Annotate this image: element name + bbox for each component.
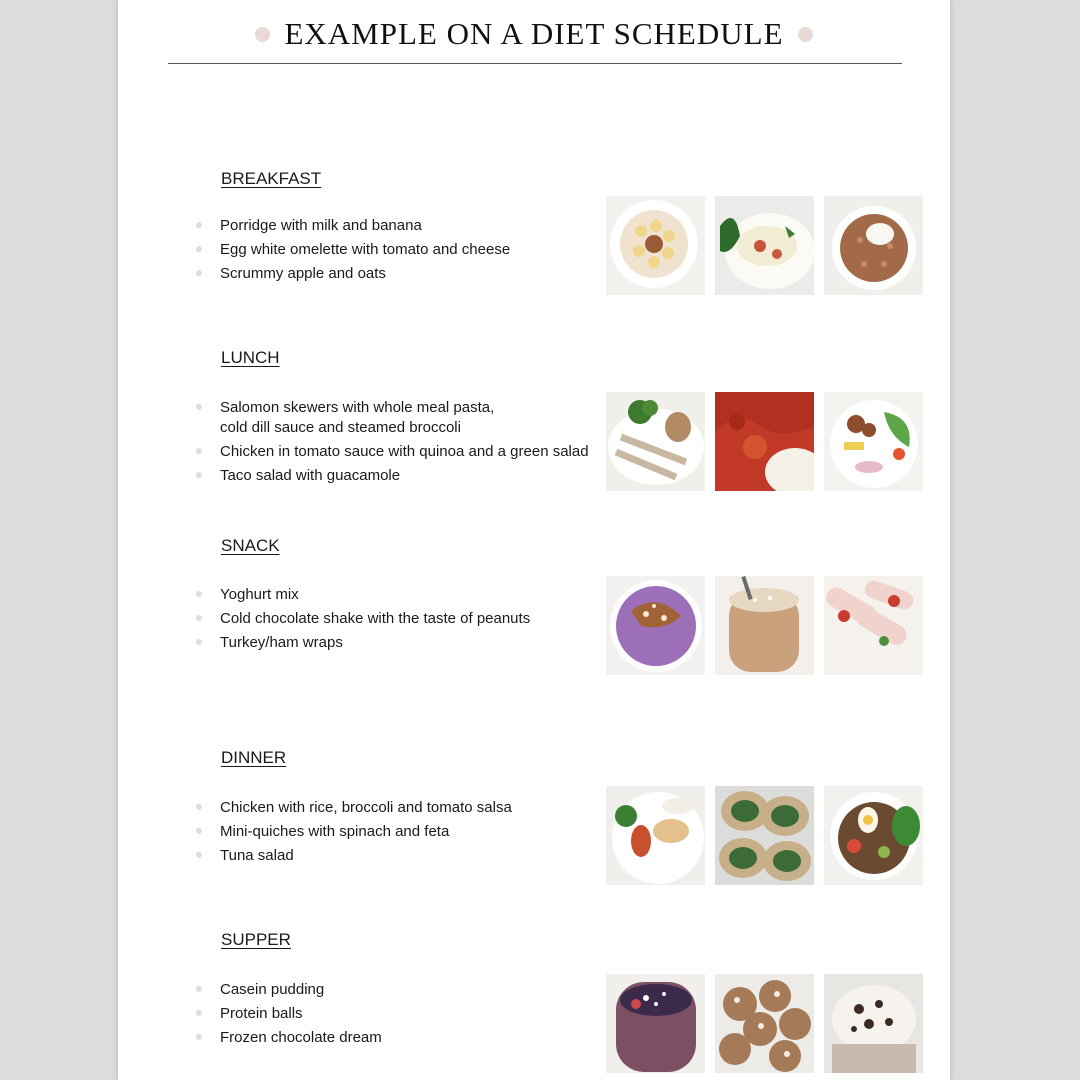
lunch-heading: LUNCH	[221, 348, 280, 367]
list-item-text: Egg white omelette with tomato and cheese	[220, 241, 511, 258]
list-item	[196, 633, 530, 653]
chocolate-shake-photo	[715, 576, 814, 675]
casein-pudding-photo	[606, 974, 705, 1073]
omelette-photo	[715, 196, 814, 295]
snack-heading: SNACK	[221, 536, 280, 555]
yoghurt-mix-photo	[606, 576, 705, 675]
bullet	[196, 222, 202, 228]
list-item	[196, 398, 589, 438]
taco-salad-photo	[824, 392, 923, 491]
bullet	[196, 404, 202, 410]
list-item-text: Porridge with milk and banana	[220, 217, 422, 234]
protein-balls-photo	[715, 974, 814, 1073]
list-item	[196, 442, 589, 462]
bullet	[196, 1010, 202, 1016]
list-item-text: Tuna salad	[220, 847, 294, 864]
list-item-text: Chicken in tomato sauce with quinoa and a green salad	[220, 443, 589, 460]
dinner-heading: DINNER	[221, 748, 287, 767]
title-row	[118, 14, 950, 54]
supper-list	[196, 980, 382, 1052]
list-item	[196, 1028, 382, 1048]
list-item	[196, 216, 510, 236]
turkey-wraps-photo	[824, 576, 923, 675]
chicken-tomato-sauce-photo	[715, 392, 814, 491]
list-item	[196, 822, 512, 842]
list-item	[196, 466, 589, 486]
snack-photos	[606, 576, 924, 676]
bullet	[196, 615, 202, 621]
bullet	[196, 639, 202, 645]
list-item	[196, 609, 530, 629]
bullet	[196, 804, 202, 810]
list-item	[196, 980, 382, 1000]
bullet	[196, 472, 202, 478]
bullet	[196, 270, 202, 276]
list-item-text: Yoghurt mix	[220, 586, 299, 603]
supper-heading: SUPPER	[221, 930, 291, 949]
snack-list	[196, 585, 530, 657]
bullet	[196, 1034, 202, 1040]
salmon-skewers-photo	[606, 392, 705, 491]
breakfast-list	[196, 216, 510, 288]
list-item-text: Turkey/ham wraps	[220, 634, 343, 651]
list-item-text: Frozen chocolate dream	[220, 1029, 382, 1046]
document-page	[118, 0, 950, 1080]
list-item-text: Taco salad with guacamole	[220, 467, 401, 484]
list-item	[196, 264, 510, 284]
list-item-text: Cold chocolate shake with the taste of peanuts	[220, 610, 531, 627]
page-title: EXAMPLE ON A DIET SCHEDULE	[284, 16, 784, 51]
list-item-text: Casein pudding	[220, 981, 325, 998]
bullet	[196, 591, 202, 597]
title-dot-right	[798, 27, 813, 42]
list-item-text: Salomon skewers with whole meal pasta,	[220, 399, 495, 416]
apple-oats-photo	[824, 196, 923, 295]
list-item	[196, 1004, 382, 1024]
dinner-list	[196, 798, 512, 870]
bullet	[196, 448, 202, 454]
frozen-chocolate-photo	[824, 974, 923, 1073]
chicken-rice-photo	[606, 786, 705, 885]
list-item	[196, 240, 510, 260]
lunch-photos	[606, 392, 924, 492]
title-dot-left	[255, 27, 270, 42]
list-item-text-continued: cold dill sauce and steamed broccoli	[220, 419, 461, 436]
breakfast-heading: BREAKFAST	[221, 169, 322, 188]
breakfast-photos	[606, 196, 924, 296]
list-item-text: Mini-quiches with spinach and feta	[220, 823, 450, 840]
porridge-banana-photo	[606, 196, 705, 295]
title-divider	[168, 63, 902, 64]
tuna-salad-photo	[824, 786, 923, 885]
lunch-list	[196, 398, 589, 490]
list-item-text: Scrummy apple and oats	[220, 265, 386, 282]
list-item	[196, 846, 512, 866]
bullet	[196, 852, 202, 858]
mini-quiches-photo	[715, 786, 814, 885]
bullet	[196, 246, 202, 252]
list-item	[196, 798, 512, 818]
list-item	[196, 585, 530, 605]
dinner-photos	[606, 786, 924, 886]
list-item-text: Chicken with rice, broccoli and tomato salsa	[220, 799, 512, 816]
list-item-text: Protein balls	[220, 1005, 303, 1022]
supper-photos	[606, 974, 924, 1074]
bullet	[196, 986, 202, 992]
bullet	[196, 828, 202, 834]
